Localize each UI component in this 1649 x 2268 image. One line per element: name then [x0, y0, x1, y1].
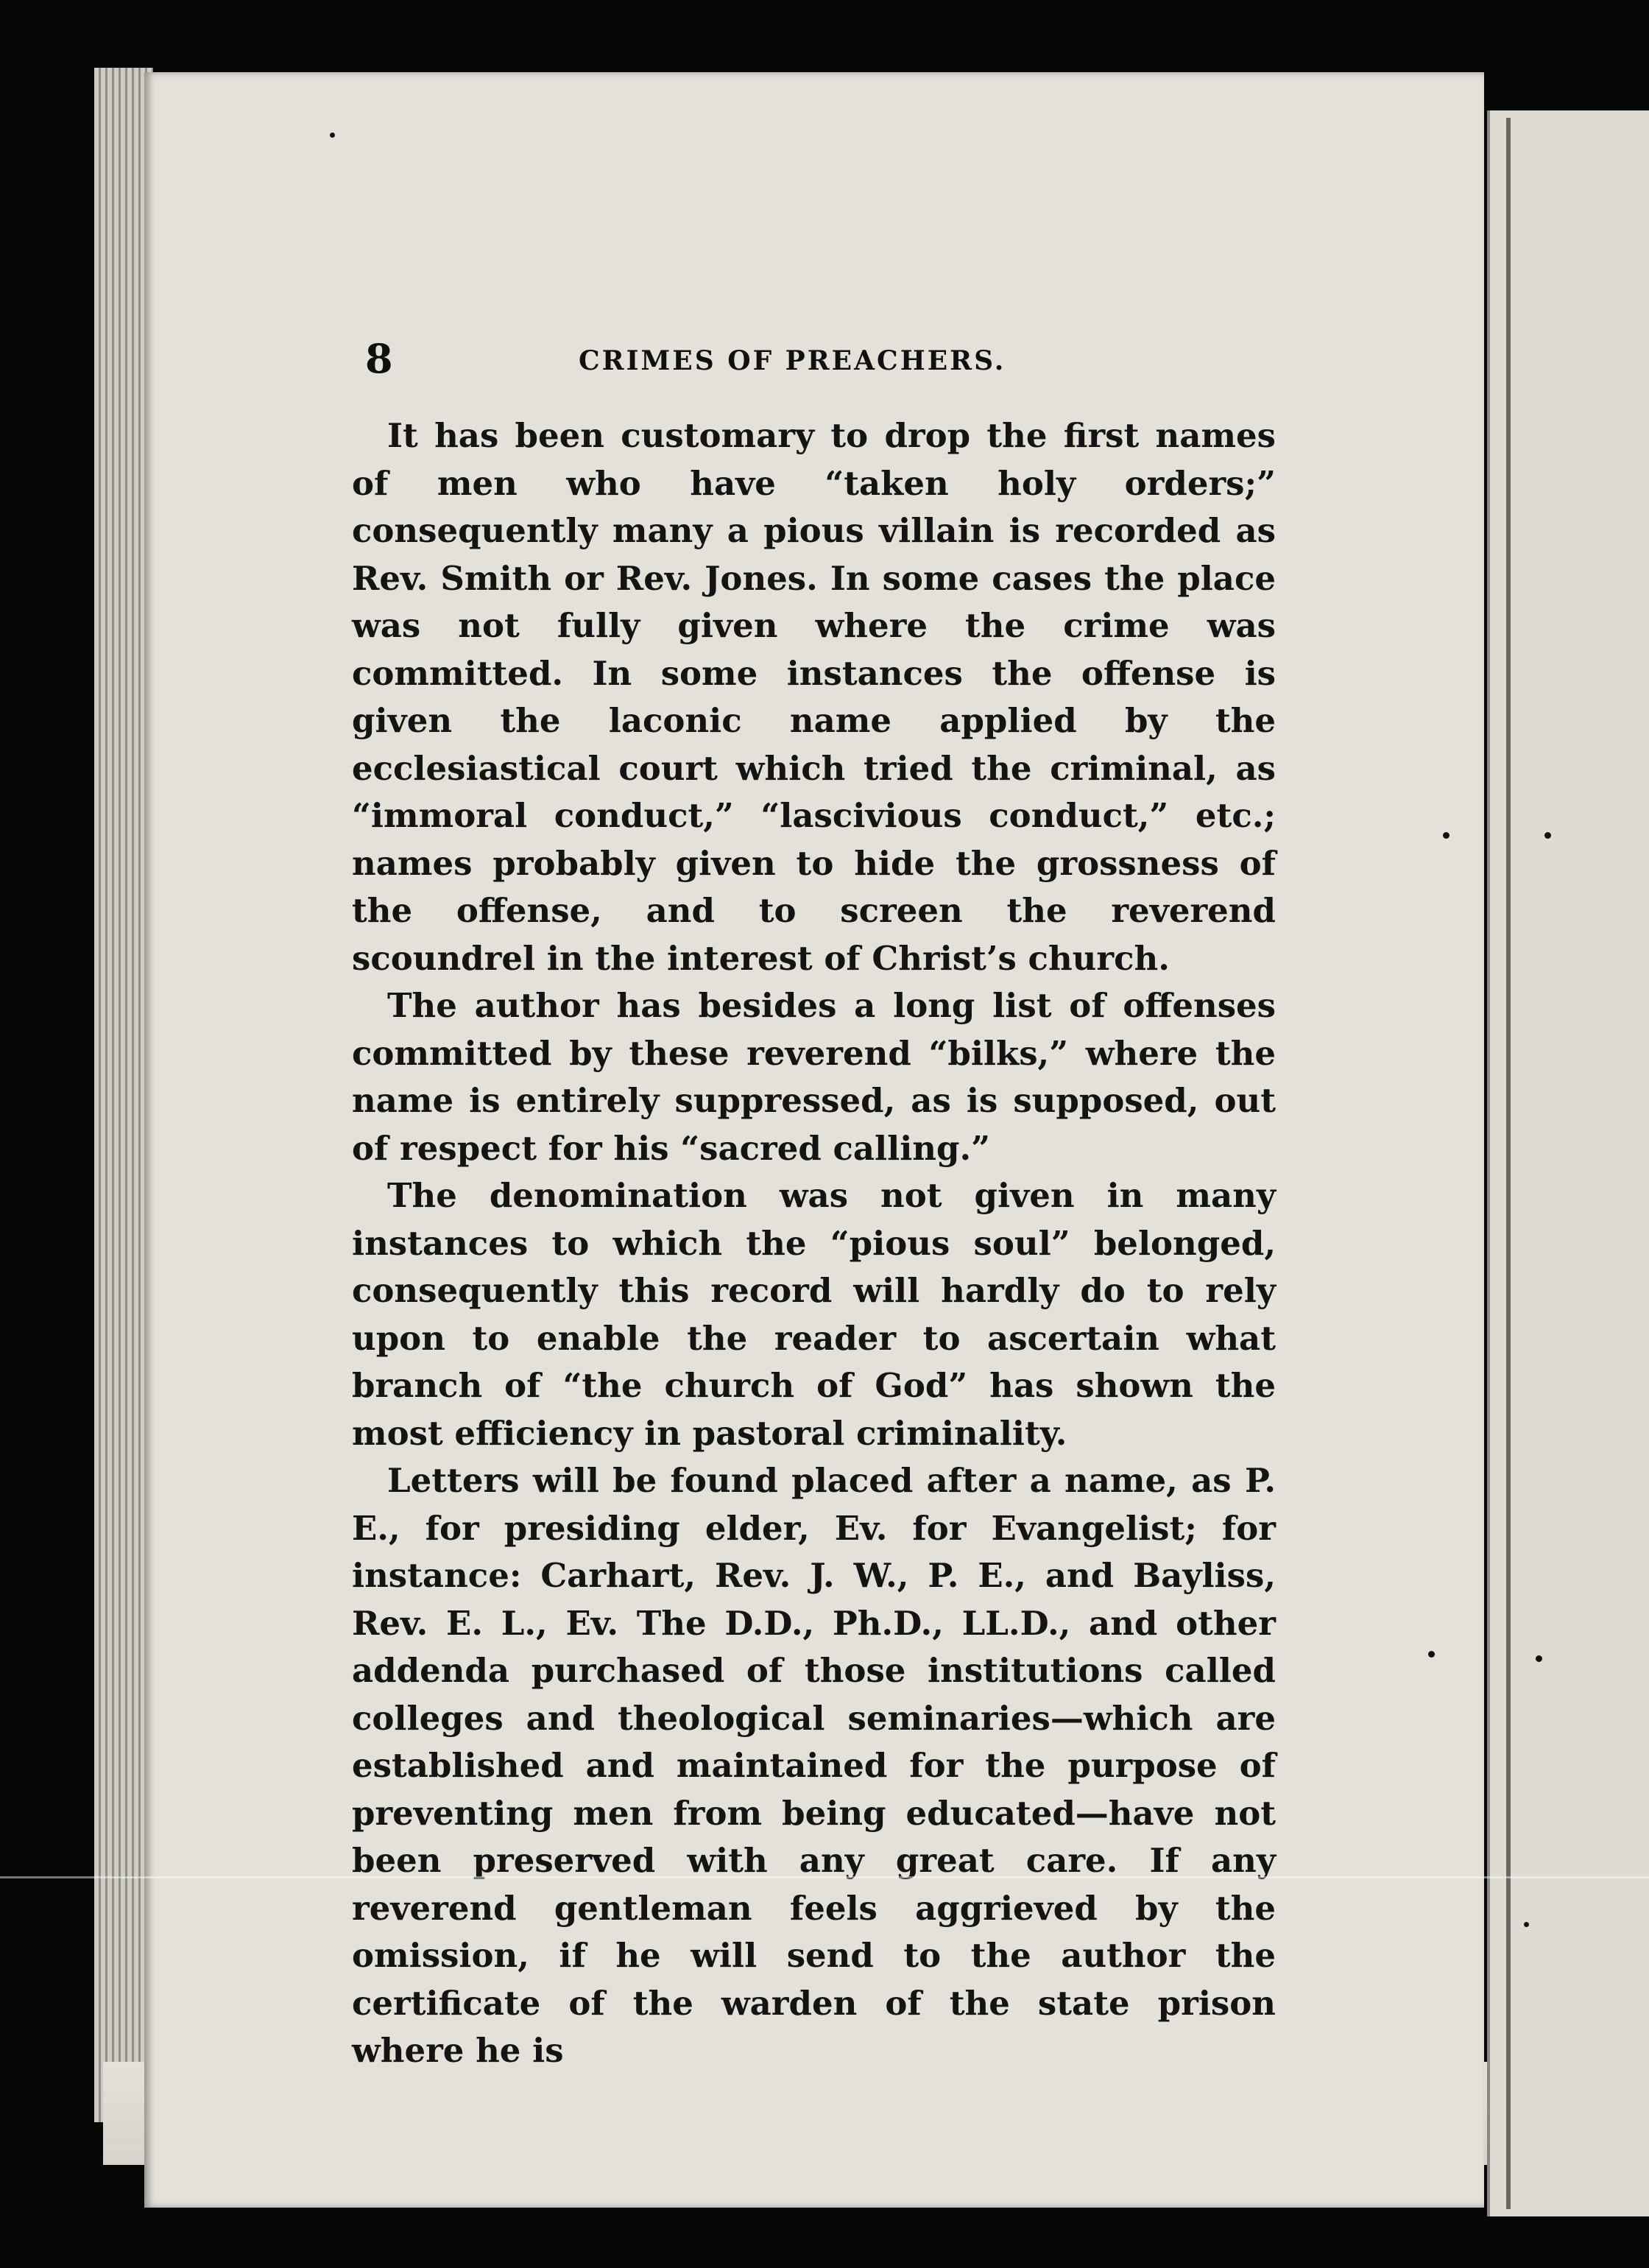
facing-page — [1487, 110, 1649, 2216]
paragraph-3: The denomination was not given in many instances to which the “pious soul” belonged, consequently this record will hardly do to rely upon to enable the reader to ascertain what branch of “the church of God” has shown the most efficiency in pastoral criminality. — [352, 1176, 1276, 1453]
body-text — [352, 412, 1276, 2075]
running-head: CRIMES OF PREACHERS. — [579, 345, 1006, 376]
dust-speck — [1428, 1651, 1435, 1658]
paragraph-4: Letters will be found placed after a name, as P. E., for presiding elder, Ev. for Evangelist; for instance: Carhart, Rev. J. W., P. E., and Bayliss, Rev. E. L., Ev. The D.D., Ph.D., LL.D., and other addenda purchased of those institutions called colleges and theological seminaries—which are established and maintained for the purpose of preventing men from being educated—have not been preserved with any great care. If any reverend gentleman feels aggrieved by the omission, if he will send to the author the certificate of the warden of the state prison where he is — [352, 1461, 1276, 2070]
page-header — [365, 335, 1293, 394]
scan-artifact-line — [0, 1876, 1649, 1878]
dust-speck — [1544, 832, 1551, 839]
dust-speck — [330, 133, 335, 138]
facing-page-edge — [1506, 118, 1511, 2209]
paragraph-2: The author has besides a long list of offenses committed by these reverend “bilks,” where the name is entirely suppressed, as is supposed, out of respect for his “sacred calling.” — [352, 986, 1276, 1168]
paragraph-1: It has been customary to drop the first names of men who have “taken holy orders;” consequently many a pious villain is recorded as Rev. Smith or Rev. Jones. In some cases the place was not fully given where the crime was committed. In some instances the offense is given the laconic name applied by the ecclesiastical court which tried the criminal, as “immoral conduct,” “lascivious conduct,” etc.; names probably given to hide the grossness of the offense, and to screen the reverend scoundrel in the interest of Christ’s church. — [352, 416, 1276, 978]
dust-speck — [1524, 1922, 1529, 1927]
page-number: 8 — [365, 335, 393, 382]
dust-speck — [1536, 1655, 1542, 1662]
dust-speck — [1443, 832, 1450, 839]
